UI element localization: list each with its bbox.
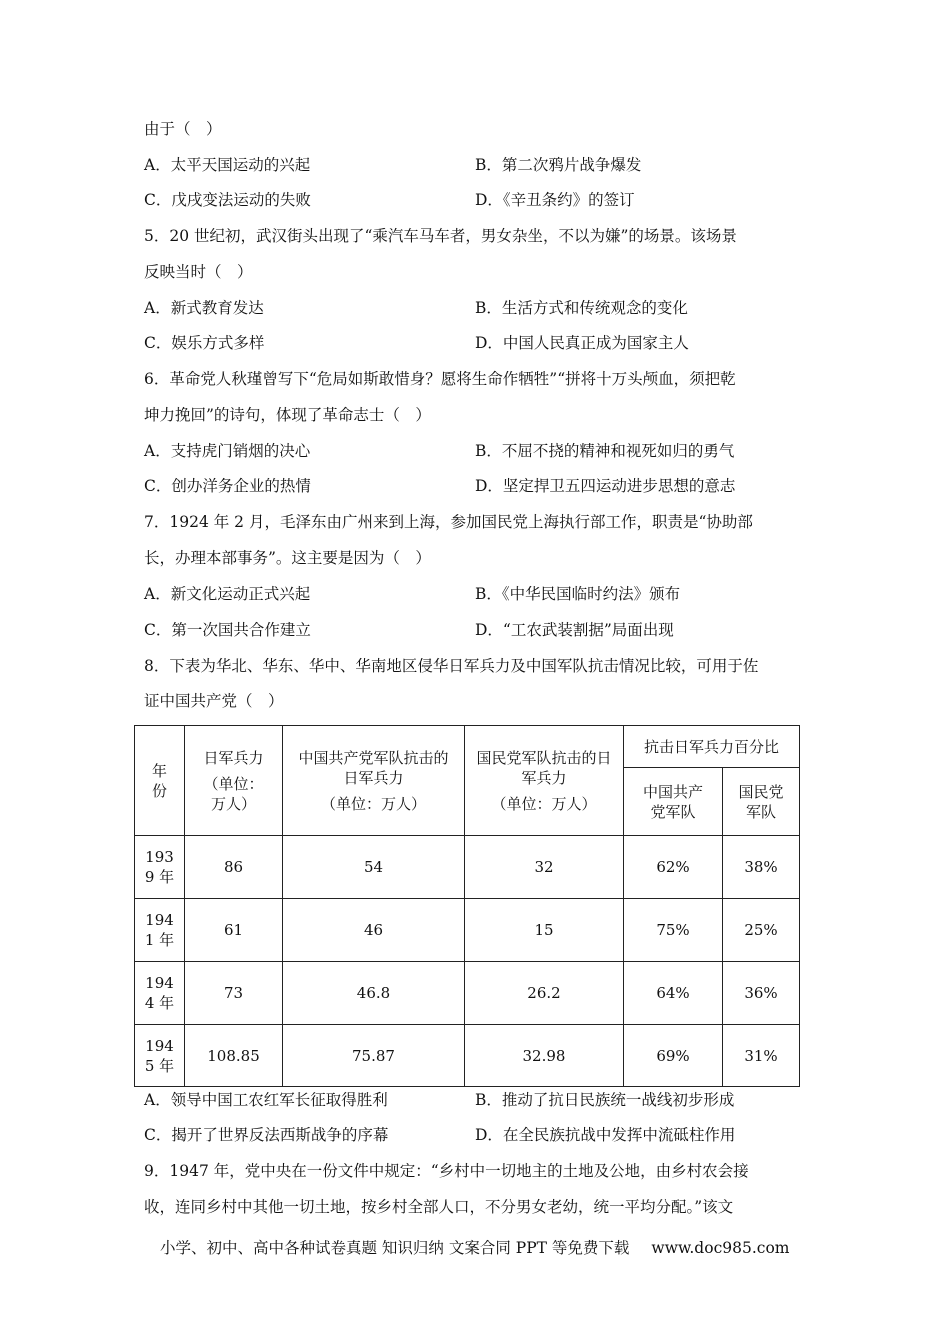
q6-stem-line-2: 坤力挽回”的诗句，体现了革命志士（ ）: [144, 406, 431, 424]
q7-stem-line-2: 长，办理本部事务”。这主要是因为（ ）: [144, 549, 431, 567]
q6-option-a: A．支持虎门销烟的决心: [144, 442, 311, 460]
q4-option-a: A．太平天国运动的兴起: [144, 156, 311, 174]
q6-option-d: D．坚定捍卫五四运动进步思想的意志: [475, 477, 736, 495]
troop-comparison-table: [134, 725, 800, 1087]
cell-kmt: 32: [465, 836, 624, 899]
q8-stem-line-1: 8．下表为华北、华东、华中、华南地区侵华日军兵力及中国军队抗击情况比较，可用于佐: [144, 657, 759, 675]
q6-option-b: B．不屈不挠的精神和视死如归的勇气: [475, 442, 735, 460]
cell-pct-kmt: 38%: [723, 836, 800, 899]
header-year-label: 年份: [151, 761, 167, 800]
cell-japan: 86: [185, 836, 283, 899]
cell-japan: 61: [185, 899, 283, 962]
q6-stem-line-1: 6．革命党人秋瑾曾写下“危局如斯敢惜身？愿将生命作牺牲”“拼将十万头颅血，须把乾: [144, 370, 736, 388]
q8-option-c: C．揭开了世界反法西斯战争的序幕: [144, 1126, 389, 1144]
q9-stem-line-1: 9．1947 年，党中央在一份文件中规定：“乡村中一切地主的土地及公地，由乡村农会接: [144, 1162, 749, 1180]
cell-year: [135, 962, 185, 1025]
q4-option-d: D．《辛丑条约》的签订: [475, 191, 635, 209]
cell-pct-kmt: 31%: [723, 1025, 800, 1087]
cell-pct-cpc: 75%: [624, 899, 723, 962]
header-japan-label: 日军兵力: [203, 748, 264, 767]
q7-option-c: C．第一次国共合作建立: [144, 621, 311, 639]
cell-year: [135, 836, 185, 899]
cell-japan: 73: [185, 962, 283, 1025]
cell-year: [135, 899, 185, 962]
q8-option-b: B．推动了抗日民族统一战线初步形成: [475, 1091, 735, 1109]
cell-pct-cpc: 62%: [624, 836, 723, 899]
page-footer: [160, 1236, 789, 1258]
footer-text: 小学、初中、高中各种试卷真题 知识归纳 文案合同 PPT 等免费下载: [160, 1239, 630, 1257]
q9-stem-line-2: 收，连同乡村中其他一切土地，按乡村全部人口，不分男女老幼，统一平均分配。”该文: [144, 1198, 734, 1216]
header-kmt-unit: （单位：万人）: [491, 794, 597, 813]
cell-pct-kmt: 25%: [723, 899, 800, 962]
cell-pct-cpc: 69%: [624, 1025, 723, 1087]
cell-year: [135, 1025, 185, 1087]
header-percentage: 抗击日军兵力百分比: [624, 726, 800, 768]
cell-kmt: 26.2: [465, 962, 624, 1025]
footer-url[interactable]: www.doc985.com: [651, 1239, 790, 1257]
cell-cpc: 54: [283, 836, 465, 899]
q5-stem-line-2: 反映当时（ ）: [144, 263, 253, 281]
header-cpc-troops: [283, 726, 465, 836]
header-year: [135, 726, 185, 836]
table-row: [135, 1025, 800, 1087]
header-pct-cpc: [624, 768, 723, 836]
q8-option-d: D．在全民族抗战中发挥中流砥柱作用: [475, 1126, 736, 1144]
q5-option-c: C．娱乐方式多样: [144, 334, 265, 352]
q5-option-d: D．中国人民真正成为国家主人: [475, 334, 689, 352]
header-kmt-troops: [465, 726, 624, 836]
header-japan-troops: [185, 726, 283, 836]
q7-stem-line-1: 7．1924 年 2 月，毛泽东由广州来到上海，参加国民党上海执行部工作，职责是“协助部: [144, 513, 753, 531]
header-cpc-unit: （单位：万人）: [320, 794, 426, 813]
header-pct-kmt: [723, 768, 800, 836]
q7-option-a: A．新文化运动正式兴起: [144, 585, 311, 603]
header-kmt-label: 国民党军队抗击的日军兵力: [476, 748, 612, 787]
q7-option-d: D．“工农武装割据”局面出现: [475, 621, 674, 639]
cell-kmt: 32.98: [465, 1025, 624, 1087]
q5-option-b: B．生活方式和传统观念的变化: [475, 299, 688, 317]
table-row: [135, 962, 800, 1025]
q4-option-c: C．戊戌变法运动的失败: [144, 191, 311, 209]
table-row: [135, 836, 800, 899]
cell-cpc: 46.8: [283, 962, 465, 1025]
header-japan-unit: （单位：万人）: [203, 774, 264, 813]
question-4-stem-end: 由于（ ）: [144, 120, 222, 138]
cell-kmt: 15: [465, 899, 624, 962]
q4-option-b: B．第二次鸦片战争爆发: [475, 156, 642, 174]
cell-pct-kmt: 36%: [723, 962, 800, 1025]
cell-cpc: 46: [283, 899, 465, 962]
cell-year-text: 1945 年: [144, 1036, 175, 1075]
q8-stem-line-2: 证中国共产党（ ）: [144, 692, 284, 710]
table-row: [135, 899, 800, 962]
header-pct-cpc-label: 中国共产党军队: [642, 782, 703, 821]
cell-pct-cpc: 64%: [624, 962, 723, 1025]
cell-year-text: 1939 年: [144, 848, 175, 886]
cell-japan: 108.85: [185, 1025, 283, 1087]
table-header-row: [135, 726, 800, 768]
q5-option-a: A．新式教育发达: [144, 299, 264, 317]
cell-cpc: 75.87: [283, 1025, 465, 1087]
cell-year-text: 1944 年: [144, 974, 175, 1012]
cell-year-text: 1941 年: [144, 911, 175, 949]
q6-option-c: C．创办洋务企业的热情: [144, 477, 311, 495]
q8-option-a: A．领导中国工农红军长征取得胜利: [144, 1091, 388, 1109]
header-pct-kmt-label: 国民党军队: [738, 782, 784, 821]
header-cpc-label: 中国共产党军队抗击的日军兵力: [298, 748, 449, 787]
q5-stem-line-1: 5．20 世纪初，武汉街头出现了“乘汽车马车者，男女杂坐，不以为嫌”的场景。该场景: [144, 227, 737, 245]
q7-option-b: B．《中华民国临时约法》颁布: [475, 585, 681, 603]
